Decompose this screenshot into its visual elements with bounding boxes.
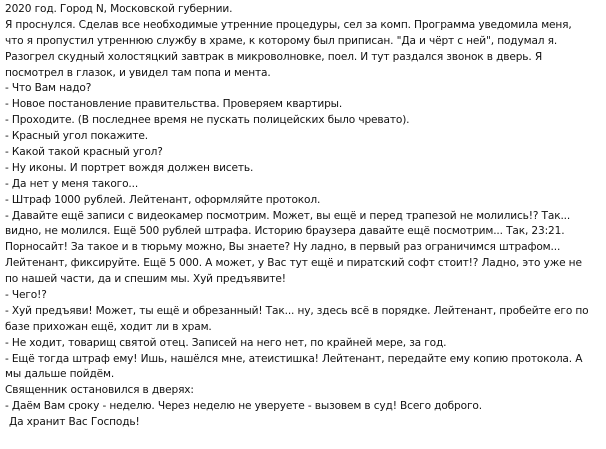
story-line: - Проходите. (В последнее время не пускать полицейских было чревато). <box>5 114 410 127</box>
story-line: - Красный угол покажите. <box>5 130 148 143</box>
story-line: посмотрел в глазок, и увидел там попа и мента. <box>5 66 271 79</box>
story-line: 2020 год. Город N, Московской губернии. <box>5 3 233 15</box>
story-line: мы дальше пойдём. <box>5 368 115 381</box>
story-line: - Не ходит, товарищ святой отец. Записей на него нет, по крайней мере, за год. <box>5 336 447 349</box>
story-text <box>5 2 600 431</box>
story-line: видно, не молился. Ещё 500 рублей штрафа. Историю браузера давайте ещё посмотрим... Так, 23:21. <box>5 225 565 238</box>
story-line: Священник остановился в дверях: <box>5 384 194 397</box>
story-line: - Ну иконы. И портрет вождя должен висеть. <box>5 161 254 174</box>
story-line: Лейтенант, фиксируйте. Ещё 5 000. А может, у Вас тут ещё и пиратский софт стоит!? Ладно, это уже не <box>5 257 582 270</box>
story-line: - Штраф 1000 рублей. Лейтенант, оформляйте протокол. <box>5 193 321 206</box>
story-line: - Да нет у меня такого... <box>5 177 139 190</box>
story-line: базе прихожан ещё, ходит ли в храм. <box>5 320 212 333</box>
story-line: - Чего!? <box>5 289 47 302</box>
story-line: - Хуй предъяви! Может, ты ещё и обрезанный! Так... ну, здесь всё в порядке. Лейтенант, пробейте его по <box>5 304 589 317</box>
story-line: - Даём Вам сроку - неделю. Через неделю не уверуете - вызовем в суд! Всего доброго. <box>5 400 482 413</box>
story-line: Я проснулся. Сделав все необходимые утренние процедуры, сел за комп. Программа уведомила меня, <box>5 18 572 31</box>
story-line: - Ещё тогда штраф ему! Ишь, нашёлся мне, атеистишка! Лейтенант, передайте ему копию протокола. А <box>5 352 583 365</box>
story-line: - Какой такой красный угол? <box>5 146 163 159</box>
story-line: - Что Вам надо? <box>5 82 92 95</box>
story-line: Разогрел скудный холостяцкий завтрак в микроволновке, поел. И тут раздался звонок в дверь. Я <box>5 50 543 63</box>
story-line: Порносайт! За такое и в тюрьму можно, Вы знаете? Ну ладно, в первый раз ограничимся штрафом... <box>5 241 561 254</box>
story-line: - Давайте ещё записи с видеокамер посмотрим. Может, вы ещё и перед трапезой не молились!? Так... <box>5 209 571 222</box>
story-line: что я пропустил утреннюю службу в храме, к которому был приписан. "Да и чёрт с ней", подумал я. <box>5 34 558 47</box>
story-line: Да хранит Вас Господь! <box>9 416 140 429</box>
story-line: - Новое постановление правительства. Проверяем квартиры. <box>5 98 343 111</box>
story-line: по нашей части, да и спешим мы. Хуй предъявите! <box>5 273 286 286</box>
